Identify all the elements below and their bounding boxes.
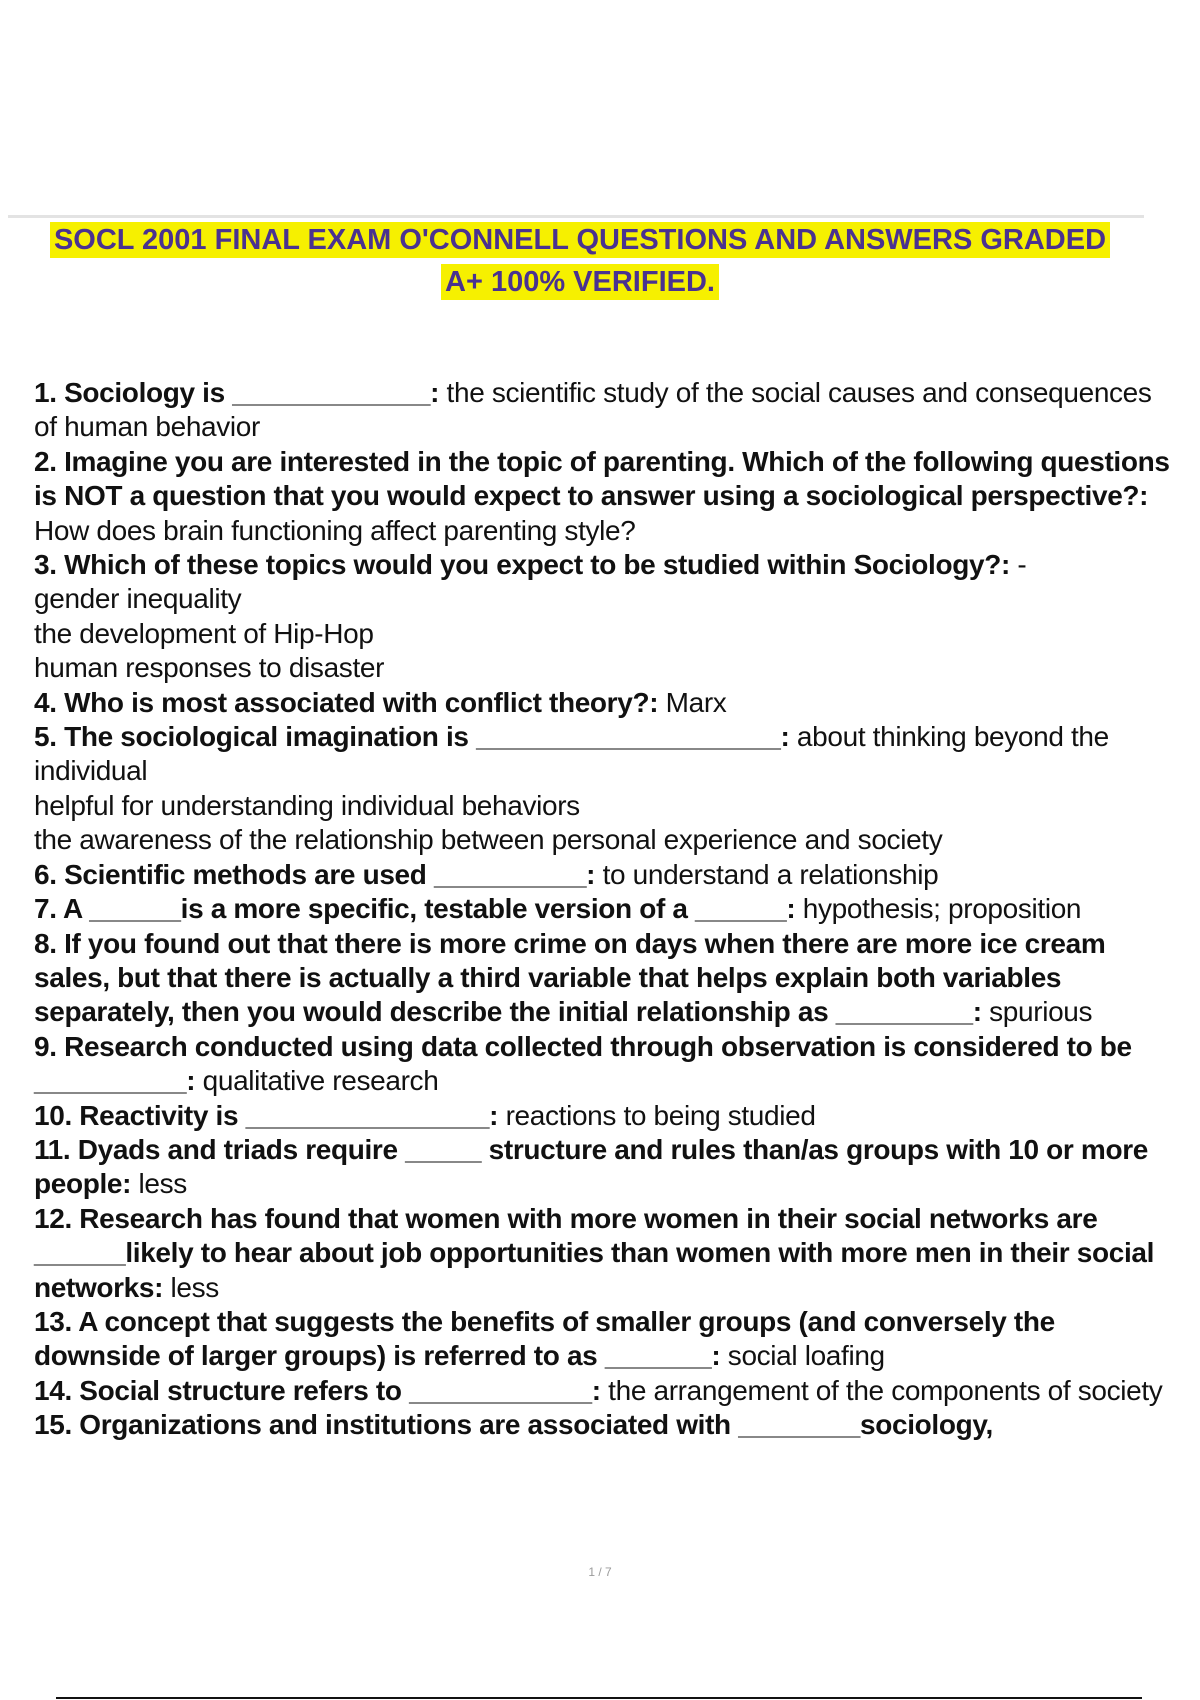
answer-line: human responses to disaster xyxy=(34,652,385,684)
qa-item-12 xyxy=(34,1202,1172,1305)
qa-item-7 xyxy=(34,892,1172,926)
qa-item-3 xyxy=(34,548,1172,686)
question-text: 9. Research conducted using data collected through observation is considered to be __________: xyxy=(34,1030,1132,1097)
qa-item-4 xyxy=(34,686,1172,720)
question-text: 6. Scientific methods are used __________: xyxy=(34,858,596,890)
qa-item-1 xyxy=(34,376,1172,445)
qa-item-15 xyxy=(34,1408,1172,1442)
answer-text: the scientific study of the social causes and consequences of human behavior xyxy=(34,377,1152,443)
qa-item-13 xyxy=(34,1305,1172,1374)
question-text: 14. Social structure refers to ____________: xyxy=(34,1374,601,1406)
header-divider xyxy=(8,215,1144,218)
question-text: 1. Sociology is _____________: xyxy=(34,377,440,408)
answer-line: the awareness of the relationship between personal experience and society xyxy=(34,824,943,856)
answer-text: less xyxy=(163,1271,219,1303)
answer-text: spurious xyxy=(981,996,1093,1028)
answer-line: gender inequality xyxy=(34,583,242,615)
footer-divider xyxy=(56,1697,1142,1699)
qa-item-5 xyxy=(34,720,1172,858)
answer-line: the development of Hip-Hop xyxy=(34,617,374,649)
question-text: 11. Dyads and triads require _____ structure and rules than/as groups with 10 or more people: xyxy=(34,1133,1148,1200)
title-line-1: SOCL 2001 FINAL EXAM O'CONNELL QUESTIONS AND ANSWERS GRADED xyxy=(50,222,1110,258)
question-text: 10. Reactivity is ________________: xyxy=(34,1099,499,1131)
title-line-2: A+ 100% VERIFIED. xyxy=(441,264,719,300)
qa-item-8 xyxy=(34,927,1172,1030)
answer-text: less xyxy=(131,1168,187,1200)
answer-text: Marx xyxy=(658,686,727,718)
qa-item-10 xyxy=(34,1099,1172,1133)
question-text: 13. A concept that suggests the benefits of smaller groups (and conversely the downside of larger groups) is referred to as _______: xyxy=(34,1305,1055,1372)
answer-text: social loafing xyxy=(720,1340,885,1372)
answer-text: - xyxy=(1009,549,1027,581)
question-text: 8. If you found out that there is more crime on days when there are more ice cream sales, but that there is actually a third variable that helps explain both variables separately, then you would describe the initial relationship as _________: xyxy=(34,927,1106,1028)
answer-text: reactions to being studied xyxy=(498,1099,816,1131)
answer-text: hypothesis; proposition xyxy=(795,893,1082,925)
question-text: 15. Organizations and institutions are associated with ________sociology, xyxy=(34,1409,993,1441)
question-text: 7. A ______is a more specific, testable version of a ______: xyxy=(34,893,796,925)
qa-item-9 xyxy=(34,1030,1172,1099)
answer-text: qualitative research xyxy=(195,1065,439,1097)
question-text: 2. Imagine you are interested in the topic of parenting. Which of the following questions is NOT a question that you would expect to answer using a sociological perspective?: xyxy=(34,445,1170,512)
qa-item-6 xyxy=(34,858,1172,892)
qa-item-11 xyxy=(34,1133,1172,1202)
qa-item-14 xyxy=(34,1374,1172,1408)
answer-line: helpful for understanding individual behaviors xyxy=(34,789,580,821)
question-text: 4. Who is most associated with conflict theory?: xyxy=(34,686,659,718)
question-answer-list xyxy=(34,376,1172,1443)
answer-text: the arrangement of the components of society xyxy=(600,1374,1163,1406)
page-number: 1 / 7 xyxy=(588,1565,612,1579)
answer-text: How does brain functioning affect parenting style? xyxy=(34,514,636,546)
question-text: 3. Which of these topics would you expect to be studied within Sociology?: xyxy=(34,549,1010,581)
question-text: 12. Research has found that women with more women in their social networks are ______likely to hear about job opportunities than women with more men in their social networks: xyxy=(34,1202,1155,1303)
question-text: 5. The sociological imagination is ____________________: xyxy=(34,721,790,753)
document-title xyxy=(0,219,1160,303)
answer-text: to understand a relationship xyxy=(595,858,939,890)
answer-text: about thinking beyond the individual xyxy=(34,721,1109,787)
qa-item-2 xyxy=(34,445,1172,548)
